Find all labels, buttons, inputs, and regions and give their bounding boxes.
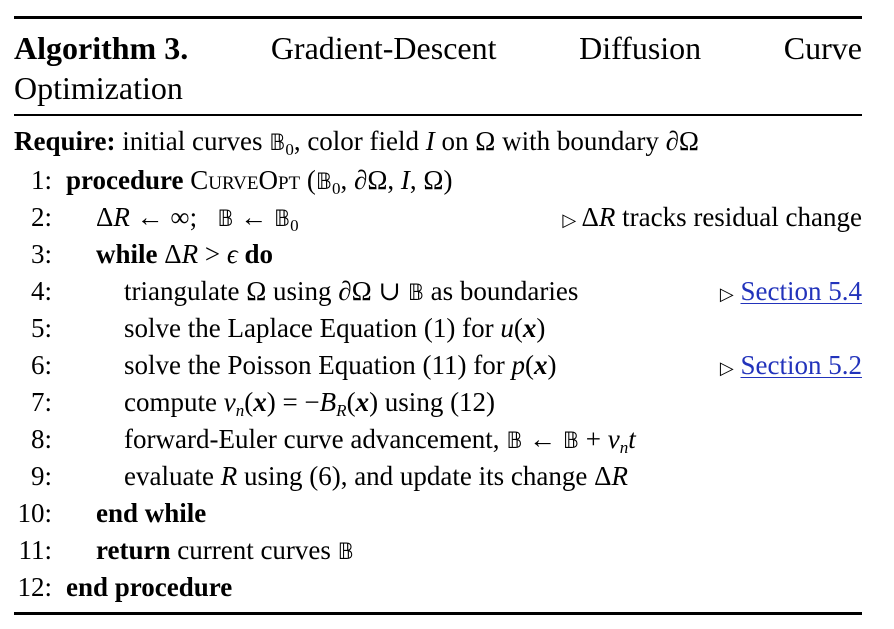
title-line-2: Optimization <box>14 70 183 106</box>
line-code: forward-Euler curve advancement, 𝔹 ← 𝔹 + $v_nt$ <box>124 424 636 457</box>
line-code: while ΔR > ϵ do <box>96 239 274 269</box>
line-number: 2: <box>30 202 52 232</box>
line-code: end while <box>96 498 207 528</box>
header-rule <box>14 114 862 116</box>
line-number: 3: <box>30 239 52 269</box>
line-code: solve the Poisson Equation (11) for p(x) <box>124 350 557 380</box>
line-number: 9: <box>30 461 52 491</box>
algo-line-6 <box>0 347 862 383</box>
algo-line-1 <box>0 162 862 198</box>
line-code: compute $v_n(x) = -B_R(x)$ using (12) <box>124 387 496 420</box>
algo-line-10 <box>0 495 862 531</box>
line-code: return current curves 𝔹 <box>96 535 354 565</box>
line-comment <box>720 347 862 386</box>
title-word-2: Diffusion <box>579 30 702 66</box>
require-text: initial curves 𝔹$_0$, color field I on Ω with boundary ∂Ω <box>122 126 699 159</box>
top-rule <box>14 16 862 19</box>
title-word-3: Curve <box>783 30 862 66</box>
algo-line-5 <box>0 310 862 346</box>
line-number: 12: <box>17 572 52 602</box>
line-code: evaluate R using (6), and update its change ΔR <box>124 461 628 491</box>
line-code: end procedure <box>66 572 233 602</box>
line-number: 11: <box>18 535 52 565</box>
line-number: 10: <box>17 498 52 528</box>
line-comment: ▷ ΔR tracks residual change <box>562 202 862 232</box>
comment-marker: ▷ <box>719 358 734 378</box>
section-5-4-link[interactable]: Section 5.4 <box>740 276 862 306</box>
algo-line-4 <box>0 273 862 309</box>
line-number: 6: <box>30 350 52 380</box>
algo-line-7 <box>0 384 862 420</box>
bottom-rule <box>14 612 862 615</box>
line-number: 8: <box>30 424 52 454</box>
line-code: procedure CurveOpt (𝔹$_0$, ∂Ω, I, Ω) <box>66 165 453 198</box>
line-number: 1: <box>30 165 52 195</box>
line-code: ΔR ← ∞; 𝔹 ← 𝔹$_0$ <box>96 202 299 235</box>
line-number: 4: <box>30 276 52 306</box>
algo-line-3 <box>0 236 862 272</box>
algo-line-8 <box>0 421 862 457</box>
algo-line-11 <box>0 532 862 568</box>
algorithm-title <box>14 28 862 108</box>
title-word-1: Gradient-Descent <box>270 30 497 66</box>
algo-line-2 <box>0 199 862 235</box>
algo-line-12 <box>0 569 862 605</box>
algo-line-9 <box>0 458 862 494</box>
require-label: Require: <box>14 126 116 156</box>
require-line <box>14 124 874 167</box>
algorithm-label: Algorithm 3. <box>14 30 189 66</box>
line-code: solve the Laplace Equation (1) for u(x) <box>124 313 546 343</box>
line-number: 7: <box>30 387 52 417</box>
section-5-2-link[interactable]: Section 5.2 <box>740 350 862 380</box>
line-number: 5: <box>30 313 52 343</box>
comment-marker: ▷ <box>719 284 734 304</box>
line-code: triangulate Ω using ∂Ω ∪ 𝔹 as boundaries <box>124 276 579 306</box>
line-comment <box>720 273 862 312</box>
